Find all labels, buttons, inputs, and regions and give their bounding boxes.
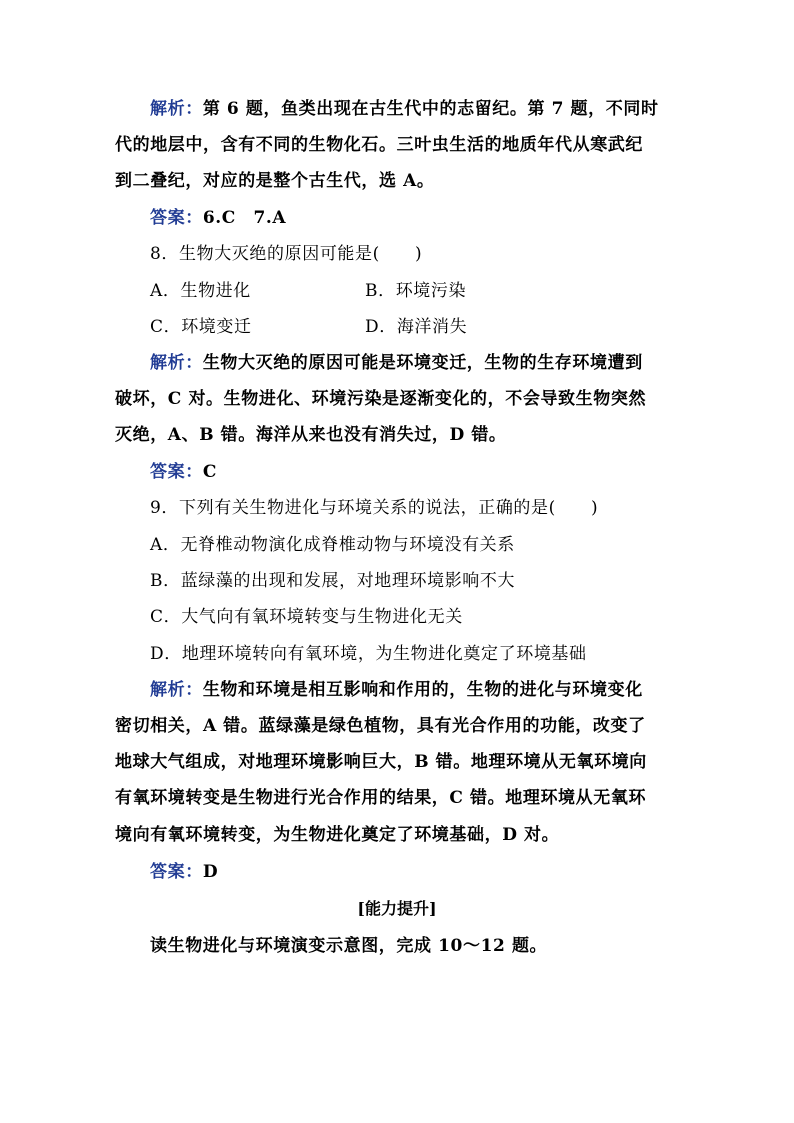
analysis-line: 破坏，C 对。生物进化、环境污染是逐渐变化的，不会导致生物突然	[115, 389, 647, 409]
analysis-line: 灭绝，A、B 错。海洋从来也没有消失过，D 错。	[115, 425, 507, 445]
analysis-line: 代的地层中，含有不同的生物化石。三叶虫生活的地质年代从寒武纪	[115, 135, 643, 155]
analysis-line: 到二叠纪，对应的是整个古生代，选 A。	[115, 171, 435, 191]
option-c: C．环境变迁	[150, 317, 252, 337]
answer-line	[150, 206, 286, 230]
section-title: [能力提升]	[357, 899, 437, 918]
option-c: C．大气向有氧环境转变与生物进化无关	[150, 607, 463, 627]
option-d: D．地理环境转向有氧环境，为生物进化奠定了环境基础	[150, 644, 587, 664]
analysis-line: 解析：第 6 题，鱼类出现在古生代中的志留纪。第 7 题，不同时	[150, 99, 659, 119]
question-intro: 读生物进化与环境演变示意图，完成 10～12 题。	[150, 936, 548, 956]
option-d: D．海洋消失	[365, 317, 468, 337]
option-a: A．生物进化	[150, 281, 251, 301]
answer-label: 答案：	[150, 208, 203, 228]
answer-line	[150, 860, 218, 884]
answer-label: 答案：	[150, 462, 203, 482]
analysis-line: 解析：生物和环境是相互影响和作用的，生物的进化与环境变化	[150, 680, 643, 700]
answer-line	[150, 460, 217, 484]
question-stem: 9．下列有关生物进化与环境关系的说法，正确的是( )	[150, 498, 599, 518]
option-b: B．环境污染	[365, 281, 467, 301]
analysis-line: 地球大气组成，对地理环境影响巨大，B 错。地理环境从无氧环境向	[115, 752, 647, 772]
analysis-line: 境向有氧环境转变，为生物进化奠定了环境基础，D 对。	[115, 825, 560, 845]
analysis-label: 解析：	[150, 680, 203, 700]
analysis-label: 解析：	[150, 99, 203, 119]
analysis-label: 解析：	[150, 353, 203, 373]
option-a: A．无脊椎动物演化成脊椎动物与环境没有关系	[150, 535, 515, 555]
analysis-line: 有氧环境转变是生物进行光合作用的结果，C 错。地理环境从无氧环	[115, 788, 647, 808]
answer-label: 答案：	[150, 862, 203, 882]
answer-value: C	[202, 462, 217, 482]
answer-value: 6.C 7.A	[202, 208, 287, 228]
option-row	[150, 315, 650, 339]
question-stem: 8．生物大灭绝的原因可能是( )	[150, 244, 423, 264]
answer-value: D	[202, 862, 219, 882]
option-row	[150, 279, 650, 303]
analysis-line: 解析：生物大灭绝的原因可能是环境变迁，生物的生存环境遭到	[150, 353, 643, 373]
option-b: B．蓝绿藻的出现和发展，对地理环境影响不大	[150, 571, 516, 591]
analysis-line: 密切相关，A 错。蓝绿藻是绿色植物，具有光合作用的功能，改变了	[115, 716, 646, 736]
